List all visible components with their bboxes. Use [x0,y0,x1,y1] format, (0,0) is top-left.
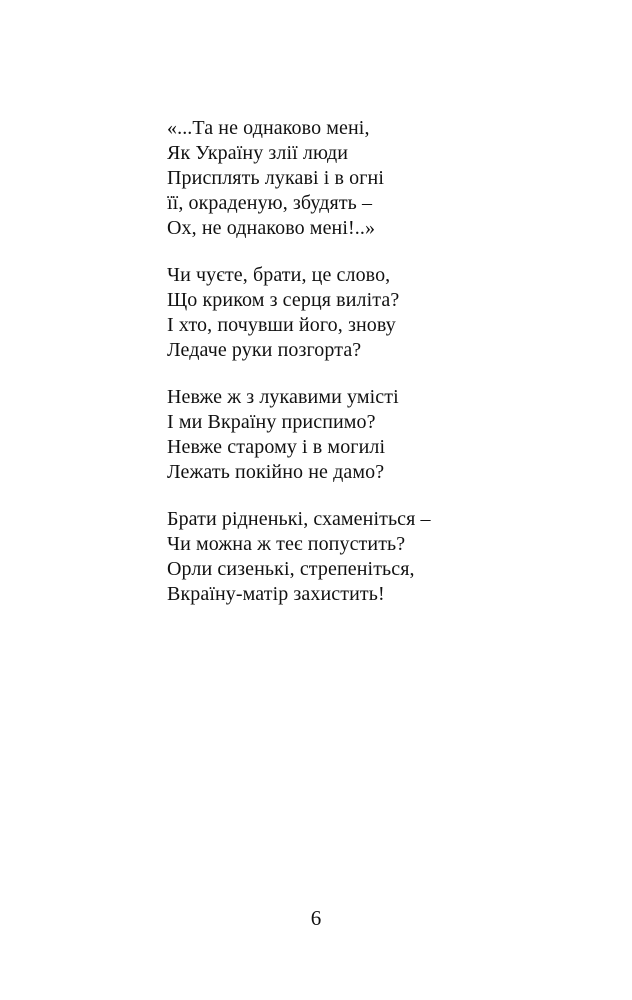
poem-line: «...Та не однаково мені, [167,117,370,139]
poem-line: Як Україну злії люди [167,142,349,164]
poem-line: Чи можна ж теє попустить? [167,533,406,555]
poem-line: Невже ж з лукавими умісті [167,386,399,408]
poem-line: Орли сизенькі, стрепеніться, [167,558,415,580]
poem-line: Вкраїну-матір захистить! [167,583,385,605]
poem-line: І ми Вкраїну приспимо? [167,411,376,433]
poem-line: Брати рідненькі, схаменіться – [167,508,431,530]
page-number: 6 [310,906,322,930]
poem-line: Лежать покійно не дамо? [167,461,385,483]
stanza-1 [167,116,497,241]
poem-line: Присплять лукаві і в огні [167,167,385,189]
stanza-3 [167,385,497,485]
poem-line: Що криком з серця виліта? [167,289,400,311]
poem-line: Ох, не однаково мені!..» [167,217,376,239]
poem-line: Невже старому і в могилі [167,436,386,458]
stanza-4 [167,507,497,607]
poem-line: Ледаче руки позгорта? [167,339,362,361]
stanza-2 [167,263,497,363]
poem-line: Чи чуєте, брати, це слово, [167,264,391,286]
poem-body [167,116,497,629]
poem-line: І хто, почувши його, знову [167,314,396,336]
poem-line: її, окраденую, збудять – [167,192,373,214]
